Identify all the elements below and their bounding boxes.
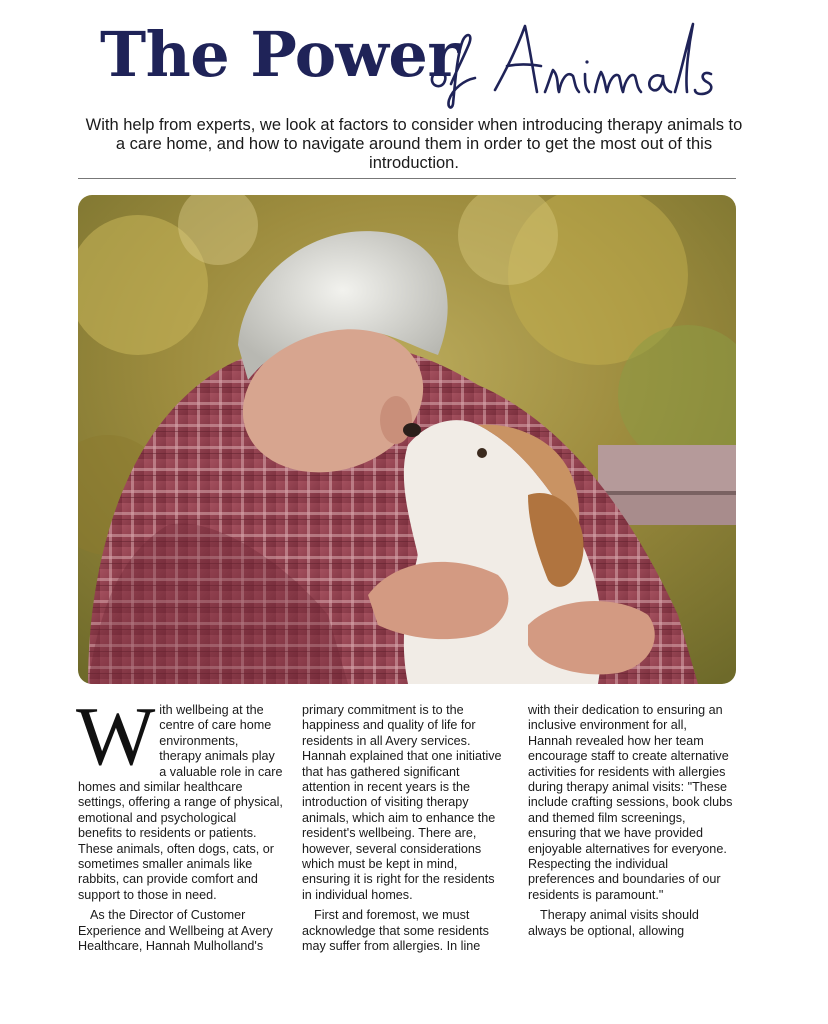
article-paragraph: As the Director of Customer Experience and Wellbeing at Avery Healthcare, Hannah Mulholland's — [78, 908, 273, 954]
article-paragraph: Therapy animal visits should always be optional, allowing — [528, 908, 699, 938]
divider-rule — [78, 178, 736, 179]
drop-cap: W — [76, 690, 156, 783]
article-column-3 — [528, 703, 733, 939]
script-title-text: of Animals — [425, 14, 430, 15]
article-standfirst: With help from experts, we look at factors to consider when introducing therapy animals to a care home, and how to navigate around them in order to get the most out of this introduction. — [85, 116, 743, 172]
page-title: The Power — [100, 18, 460, 91]
article-paragraph: primary commitment is to the happiness and quality of life for residents in all Avery services. Hannah explained that one initiative that has gathered significant attention in recent years is the introduction of visiting therapy animals, which aim to enhance the resident's wellbeing. There are, however, several considerations which must be kept in mind, ensuring it is right for the residents in individual homes. — [302, 703, 502, 902]
article-paragraph: First and foremost, we must acknowledge that some residents may suffer from allergies. In line — [302, 908, 489, 954]
article-column-2 — [302, 703, 507, 955]
article-paragraph: with their dedication to ensuring an inclusive environment for all, Hannah revealed how her team encourage staff to create alternative activities for residents with allergies during therapy animal visits: "These include crafting sessions, book clubs and themed film screenings, ensuring that we have provided enjoyable alternatives for everyone. Respecting the individual preferences and boundaries of our residents is paramount." — [528, 703, 733, 902]
article-header — [0, 14, 828, 104]
article-paragraph — [76, 690, 283, 903]
article-column-1 — [76, 690, 283, 955]
elderly-man-with-dog-photo — [78, 195, 736, 684]
script-title-lettering — [425, 14, 735, 109]
hero-photo — [78, 195, 736, 684]
paragraph-text: ith wellbeing at the centre of care home environments, therapy animals play a valuable role in care homes and similar healthcare settings, offering a range of physical, emotional and psychological benefits to residents or patients. These animals, often dogs, cats, or sometimes smaller animals like rabbits, can provide comfort and support to those in need. — [78, 703, 283, 902]
